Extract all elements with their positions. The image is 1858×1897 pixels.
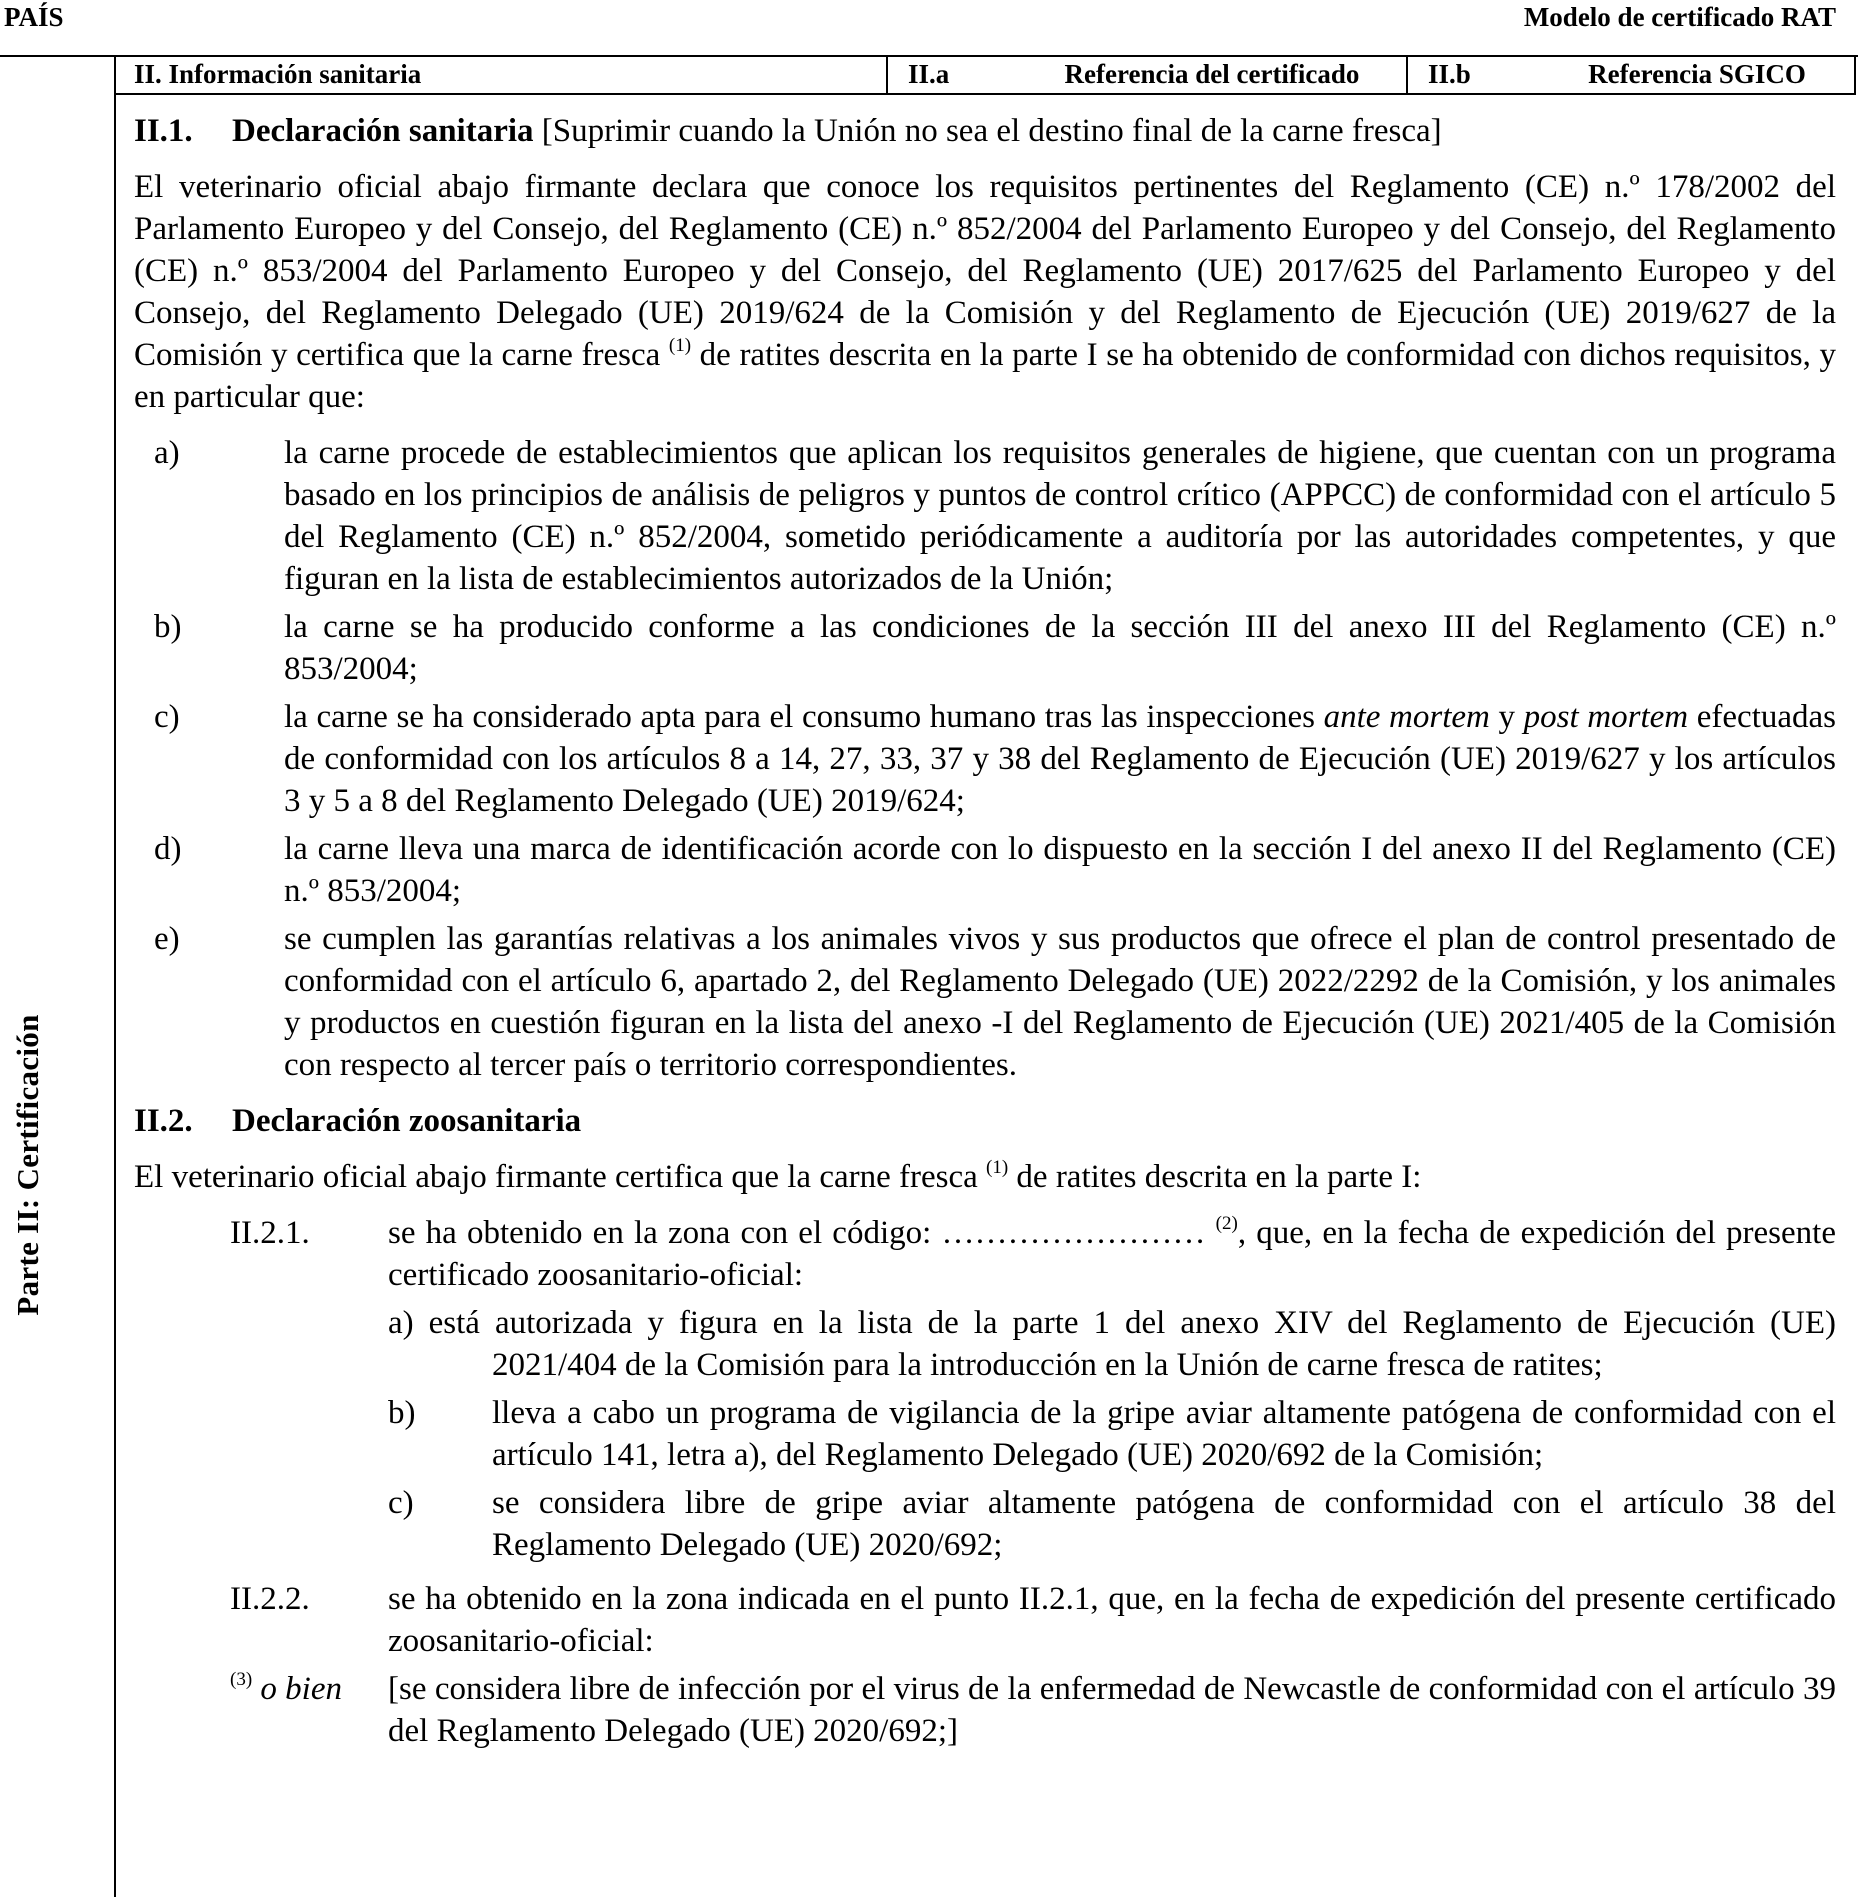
section-title-cell: II. Información sanitaria xyxy=(134,59,422,89)
ref-code-b: II.b xyxy=(1428,59,1471,89)
intro-text: El veterinario oficial abajo firmante declara que conoce los requisitos pertinentes del Reglamento (CE) n.º 178/2002 del Parlamento Europeo y del Consejo, del Reglamento (CE) n.º 852/2004 del Parlamento Europeo y del Consejo, del Reglamento (CE) n.º 853/2004 del Parlamento Europeo y del Consejo, del Reglamento (UE) 2017/625 del Parlamento Europeo y del Consejo, del Reglamento Delegado (UE) 2019/624 de la Comisión y del Reglamento de Ejecución (UE) 2019/627 de la Comisión y certifica que la carne fresca xyxy=(134,169,1836,373)
inner-item-text: se considera libre de gripe aviar altamente patógena de conformidad con el artículo 38 del Reglamento Delegado (UE) 2020/692; xyxy=(492,1485,1836,1563)
subsection-label: II.2.2. xyxy=(230,1581,310,1617)
subsection-text: se ha obtenido en la zona con el código: …………………… xyxy=(388,1215,1216,1251)
italic-term: post mortem xyxy=(1523,699,1689,735)
option-either xyxy=(134,1668,1836,1752)
subsection-ii-2-2 xyxy=(134,1578,1836,1662)
inner-item-a: a) está autorizada y figura en la lista de la parte 1 del anexo XIV del Reglamento de Ejecución (UE) 2021/404 de la Comisión para la introducción en la Unión de carne fresca de ratites; xyxy=(388,1305,1836,1383)
item-text-part: efectuadas de conformidad con los artículos 8 a 14, 27, 33, 37 y 38 del Reglamento de Ejecución (UE) 2019/627 y los artículos 3 y 5 a 8 del Reglamento Delegado (UE) 2019/624; xyxy=(284,699,1836,819)
section-note: [Suprimir cuando la Unión no sea el destino final de la carne fresca] xyxy=(533,113,1442,149)
section-title: Declaración zoosanitaria xyxy=(232,1103,582,1139)
item-text: se cumplen las garantías relativas a los animales vivos y sus productos que ofrece el plan de control presentado de conformidad con el artículo 6, apartado 2, del Reglamento Delegado (UE) 2022/2292 de la Comisión, y los animales y productos en cuestión figuran en la lista del anexo -I del Reglamento de Ejecución (UE) 2021/405 de la Comisión con respecto al tercer país o territorio correspondientes. xyxy=(284,921,1836,1083)
certificate-reference-cell xyxy=(886,55,1406,93)
sgico-reference-cell xyxy=(1406,55,1856,93)
inner-item-label: b) xyxy=(388,1395,416,1431)
footnote-ref: (1) xyxy=(668,335,692,356)
item-text-part: la carne se ha considerado apta para el consumo humano tras las inspecciones xyxy=(284,699,1324,735)
list-item xyxy=(134,432,1836,600)
animal-health-intro xyxy=(134,1156,1836,1198)
footnote-ref: (3) xyxy=(230,1669,253,1690)
section-title: Declaración sanitaria xyxy=(232,113,534,149)
intro-text-end: de ratites descrita en la parte I se ha obtenido de conformidad con dichos requisitos, y en particular que: xyxy=(134,337,1836,415)
list-item xyxy=(134,918,1836,1086)
list-item xyxy=(134,696,1836,822)
part-ii-side-label: Parte II: Certificación xyxy=(10,1014,45,1316)
intro-text-end: de ratites descrita en la parte I: xyxy=(1008,1159,1422,1195)
option-label-text: o bien xyxy=(252,1671,342,1707)
subsection-text: se ha obtenido en la zona indicada en el punto II.2.1, que, en la fecha de expedición del presente certificado zoosanitario-oficial: xyxy=(388,1581,1836,1659)
item-label: c) xyxy=(154,699,180,735)
inner-item xyxy=(388,1482,1836,1566)
option-text: [se considera libre de infección por el virus de la enfermedad de Newcastle de conformidad con el artículo 39 del Reglamento Delegado (UE) 2020/692;] xyxy=(388,1671,1836,1749)
item-text xyxy=(284,696,1836,822)
list-item xyxy=(134,606,1836,690)
subsection-body xyxy=(388,1212,1836,1572)
list-item xyxy=(134,828,1836,912)
certificate-model-label: Modelo de certificado RAT xyxy=(1523,2,1836,32)
item-label: d) xyxy=(154,831,182,867)
subsection-lead xyxy=(388,1212,1836,1296)
footnote-ref: (2) xyxy=(1215,1213,1238,1234)
ref-label-b: Referencia SGICO xyxy=(1588,59,1806,89)
section-header-table xyxy=(114,55,1856,95)
footnote-ref: (1) xyxy=(986,1157,1009,1178)
certificate-body xyxy=(134,110,1836,1758)
intro-text: El veterinario oficial abajo firmante certifica que la carne fresca xyxy=(134,1159,987,1195)
inner-item xyxy=(388,1392,1836,1476)
option-label xyxy=(134,1668,388,1752)
subsection-ii-2-1 xyxy=(134,1212,1836,1572)
inner-item-label: c) xyxy=(388,1485,414,1521)
subsection-label: II.2.1. xyxy=(230,1215,310,1251)
section-heading-ii-1 xyxy=(134,110,1836,152)
item-text: la carne lleva una marca de identificación acorde con lo dispuesto en la sección I del anexo II del Reglamento (CE) n.º 853/2004; xyxy=(284,831,1836,909)
section-number: II.2. xyxy=(134,1103,193,1139)
country-label: PAÍS xyxy=(4,2,64,32)
health-declaration-intro xyxy=(134,166,1836,418)
inner-item-text: lleva a cabo un programa de vigilancia de la gripe aviar altamente patógena de conformidad con el artículo 141, letra a), del Reglamento Delegado (UE) 2020/692 de la Comisión; xyxy=(492,1395,1836,1473)
item-text: la carne se ha producido conforme a las condiciones de la sección III del anexo III del Reglamento (CE) n.º 853/2004; xyxy=(284,609,1836,687)
item-label: b) xyxy=(154,609,182,645)
frame-left-rule xyxy=(114,55,116,1897)
health-declaration-list xyxy=(134,432,1836,1086)
item-text-part: y xyxy=(1489,699,1524,735)
section-heading-ii-2 xyxy=(134,1100,1836,1142)
ref-code-a: II.a xyxy=(908,59,950,89)
item-text: la carne procede de establecimientos que aplican los requisitos generales de higiene, que cuentan con un programa basado en los principios de análisis de peligros y puntos de control crítico (APPCC) de conformidad con el artículo 5 del Reglamento (CE) n.º 852/2004, sometido periódicamente a auditoría por las autoridades competentes, y que figuran en la lista de establecimientos autorizados de la Unión; xyxy=(284,435,1836,597)
item-label: e) xyxy=(154,921,180,957)
subsection-text-end: , que, en la fecha de expedición del presente certificado zoosanitario-oficial: xyxy=(388,1215,1836,1293)
italic-term: ante mortem xyxy=(1323,699,1490,735)
section-number: II.1. xyxy=(134,113,193,149)
ref-label-a: Referencia del certificado xyxy=(1064,59,1360,89)
item-label: a) xyxy=(154,435,180,471)
